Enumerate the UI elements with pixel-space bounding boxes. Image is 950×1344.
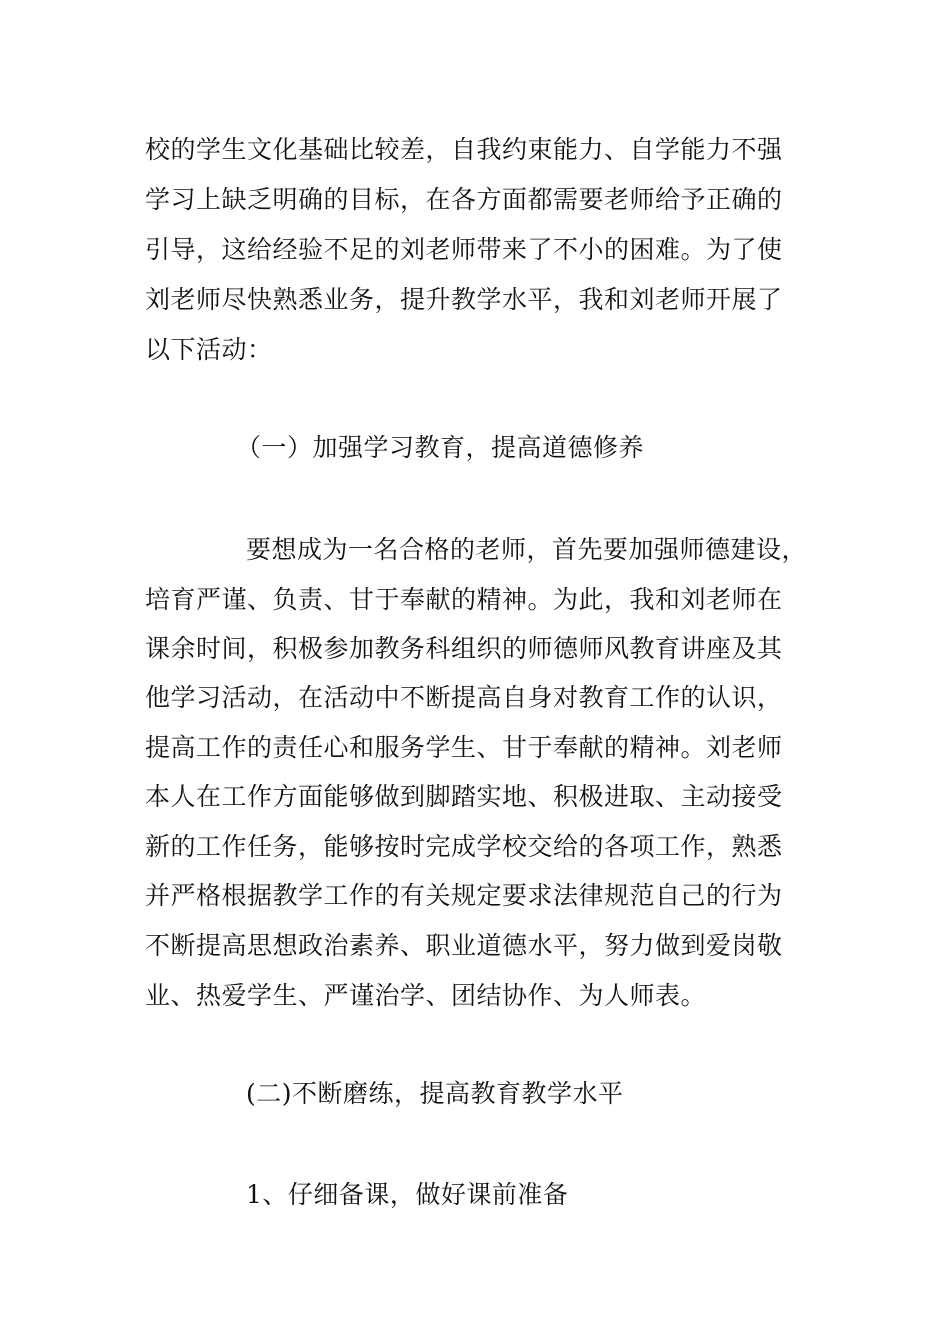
- paragraph-2-line-10: 业、热爱学生、严谨治学、团结协作、为人师表。: [145, 981, 707, 1010]
- paragraph-2-line-5: 提高工作的责任心和服务学生、甘于奉献的精神。刘老师: [145, 733, 783, 762]
- section-heading-2: (二)不断磨练，提高教育教学水平: [246, 1079, 624, 1108]
- paragraph-2-line-9: 不断提高思想政治素养、职业道德水平，努力做到爱岗敬: [145, 931, 783, 960]
- paragraph-1-line-1: 校的学生文化基础比较差，自我约束能力、自学能力不强: [145, 135, 783, 164]
- paragraph-1-line-2: 学习上缺乏明确的目标，在各方面都需要老师给予正确的: [145, 185, 783, 214]
- paragraph-2-line-8: 并严格根据教学工作的有关规定要求法律规范自己的行为: [145, 881, 783, 910]
- paragraph-1-line-3: 引导，这给经验不足的刘老师带来了不小的困难。为了使: [145, 235, 783, 264]
- paragraph-1-line-4: 刘老师尽快熟悉业务，提升教学水平，我和刘老师开展了: [145, 285, 783, 314]
- paragraph-2-line-6: 本人在工作方面能够做到脚踏实地、积极进取、主动接受: [145, 782, 783, 811]
- paragraph-2-line-1: 要想成为一名合格的老师，首先要加强师德建设，: [246, 535, 808, 564]
- paragraph-2-line-2: 培育严谨、负责、甘于奉献的精神。为此，我和刘老师在: [145, 585, 783, 614]
- paragraph-1-line-5: 以下活动：: [145, 335, 273, 364]
- subsection-heading-1: 1、仔细备课，做好课前准备: [246, 1180, 569, 1209]
- paragraph-2-line-4: 他学习活动，在活动中不断提高自身对教育工作的认识，: [145, 683, 783, 712]
- paragraph-2-line-7: 新的工作任务，能够按时完成学校交给的各项工作，熟悉: [145, 832, 783, 861]
- section-heading-1: （一）加强学习教育，提高道德修养: [236, 433, 645, 462]
- paragraph-2-line-3: 课余时间，积极参加教务科组织的师德师风教育讲座及其: [145, 634, 783, 663]
